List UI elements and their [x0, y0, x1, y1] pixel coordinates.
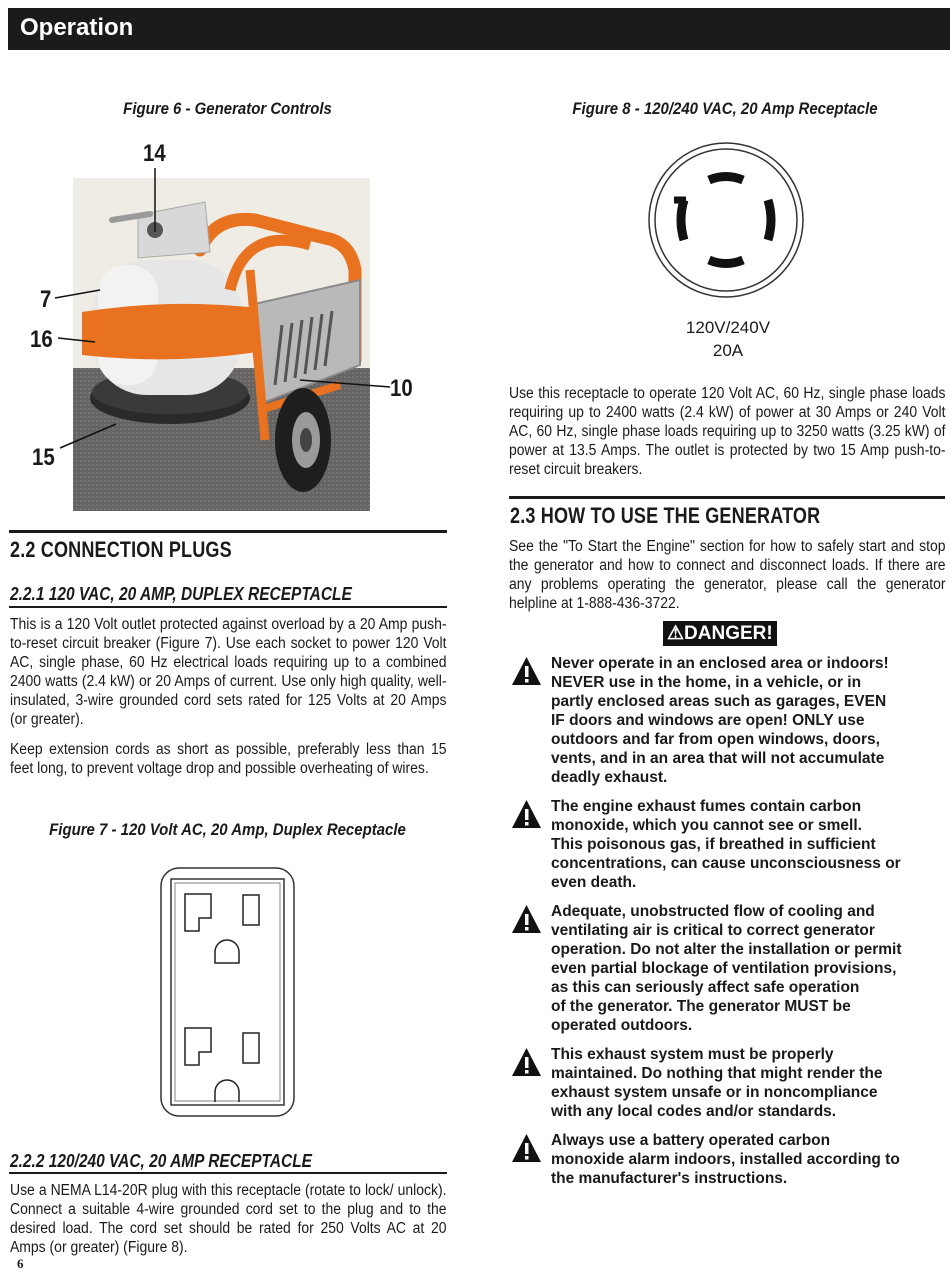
warning-triangle-icon [511, 656, 542, 686]
warning-1-line: IF doors and windows are open! ONLY use [551, 712, 865, 729]
section-2-2-2-heading: 2.2.2 120/240 VAC, 20 AMP RECEPTACLE [10, 1151, 312, 1171]
section-2-2-1-heading: 2.2.1 120 VAC, 20 AMP, DUPLEX RECEPTACLE [10, 584, 352, 604]
warning-4-line: This exhaust system must be properly [551, 1046, 834, 1063]
warning-1-line: NEVER use in the home, in a vehicle, or in [551, 674, 862, 691]
warning-5-line: Always use a battery operated carbon [551, 1132, 831, 1149]
figure8-caption: Figure 8 - 120/240 VAC, 20 Amp Receptacle [572, 99, 878, 118]
warning-triangle-icon [511, 799, 542, 829]
warning-1-line: vents, and in an area that will not accumulate [551, 750, 885, 767]
callout-10: 10 [390, 375, 413, 402]
warning-3-line: ventilating air is critical to correct generator [551, 922, 875, 939]
warning-2-line: concentrations, can cause unconsciousness or [551, 855, 901, 872]
callout-15: 15 [32, 444, 55, 471]
subsection-rule [9, 606, 447, 608]
section-2-2-2-para: Use a NEMA L14-20R plug with this receptacle (rotate to lock/ unlock). Connect a suitable 4-wire grounded cord set to the plug and to the desired load. The cord set should be rated for 250 Volts AC at 20 Amps (or greater) (Figure 8). [10, 1182, 447, 1256]
section-2-3-para: See the "To Start the Engine" section for how to safely start and stop the generator and how to connect and disconnect loads. If there are any problems operating the generator, please call the generator helpline at 1-888-436-3722. [509, 538, 946, 612]
section-2-2-1-para1: This is a 120 Volt outlet protected against overload by a 20 Amp push-to-reset circuit breaker (Figure 7). Use each socket to power 120 Volt AC, single phase, 60 Hz electrical loads requiring up to a combined 2400 watts (2.4 kW) or 20 Amps of current. Use only high quality, well-insulated, 3-wire grounded cord sets rated for 125 Volts at 20 Amps (or greater). [10, 616, 447, 728]
l14-20r-receptacle-drawing [646, 140, 806, 300]
generator-photo [20, 140, 430, 520]
warning-triangle-icon [511, 1047, 542, 1077]
danger-warning-icon: ⚠ [667, 623, 685, 644]
warning-3-line: even partial blockage of ventilation provisions, [551, 960, 897, 977]
figure6-caption: Figure 6 - Generator Controls [123, 99, 332, 118]
section-2-2-heading: 2.2 CONNECTION PLUGS [10, 537, 232, 562]
receptacle-label-amps: 20A [712, 341, 744, 360]
callout-7: 7 [40, 286, 52, 313]
section-2-2-1-para2: Keep extension cords as short as possible, preferably less than 15 feet long, to prevent voltage drop and possible overheating of wires. [10, 741, 447, 777]
callout-14: 14 [143, 140, 166, 167]
warning-3-line: as this can seriously affect safe operation [551, 979, 860, 996]
section-rule [509, 496, 945, 499]
warning-2-line: This poisonous gas, if breathed in sufficient [551, 836, 876, 853]
page-number: 6 [17, 1256, 24, 1271]
warning-5-line: the manufacturer's instructions. [551, 1170, 788, 1187]
section-title: Operation [20, 14, 134, 41]
warning-4-line: with any local codes and/or standards. [551, 1103, 837, 1120]
warning-1-line: outdoors and far from open windows, doors, [551, 731, 880, 748]
warning-5-line: monoxide alarm indoors, installed according to [551, 1151, 900, 1168]
warning-3-line: operation. Do not alter the installation or permit [551, 941, 902, 958]
warning-3-line: of the generator. The generator MUST be [551, 998, 851, 1015]
warning-4-line: exhaust system unsafe or in noncompliance [551, 1084, 878, 1101]
warning-2-line: even death. [551, 874, 637, 891]
figure7-caption: Figure 7 - 120 Volt AC, 20 Amp, Duplex Receptacle [49, 820, 406, 839]
warning-triangle-icon [511, 904, 542, 934]
warning-2-line: monoxide, which you cannot see or smell. [551, 817, 862, 834]
danger-label: DANGER! [684, 623, 773, 644]
duplex-receptacle-drawing [155, 862, 300, 1122]
warning-1-line: Never operate in an enclosed area or indoors! [551, 655, 889, 672]
callout-16: 16 [30, 326, 53, 353]
section-rule [9, 530, 447, 533]
warning-2-line: The engine exhaust fumes contain carbon [551, 798, 862, 815]
receptacle-label-voltage: 120V/240V [685, 318, 771, 337]
section-header-bar [8, 8, 950, 50]
section-2-3-heading: 2.3 HOW TO USE THE GENERATOR [510, 503, 821, 528]
warning-triangle-icon [511, 1133, 542, 1163]
warning-3-line: Adequate, unobstructed flow of cooling and [551, 903, 875, 920]
warning-3-line: operated outdoors. [551, 1017, 693, 1034]
danger-badge [663, 621, 777, 646]
warning-1-line: partly enclosed areas such as garages, EVEN [551, 693, 887, 710]
warning-1-line: deadly exhaust. [551, 769, 668, 786]
warning-4-line: maintained. Do nothing that might render the [551, 1065, 883, 1082]
subsection-rule [9, 1172, 447, 1174]
figure8-description: Use this receptacle to operate 120 Volt AC, 60 Hz, single phase loads requiring up to 2400 watts (2.4 kW) of power at 30 Amps or 240 Volt AC, 60 Hz, single phase loads requiring up to 3250 watts (3.25 kW) of power at 13.5 Amps. The outlet is protected by two 15 Amp push-to-reset circuit breakers. [509, 385, 946, 478]
